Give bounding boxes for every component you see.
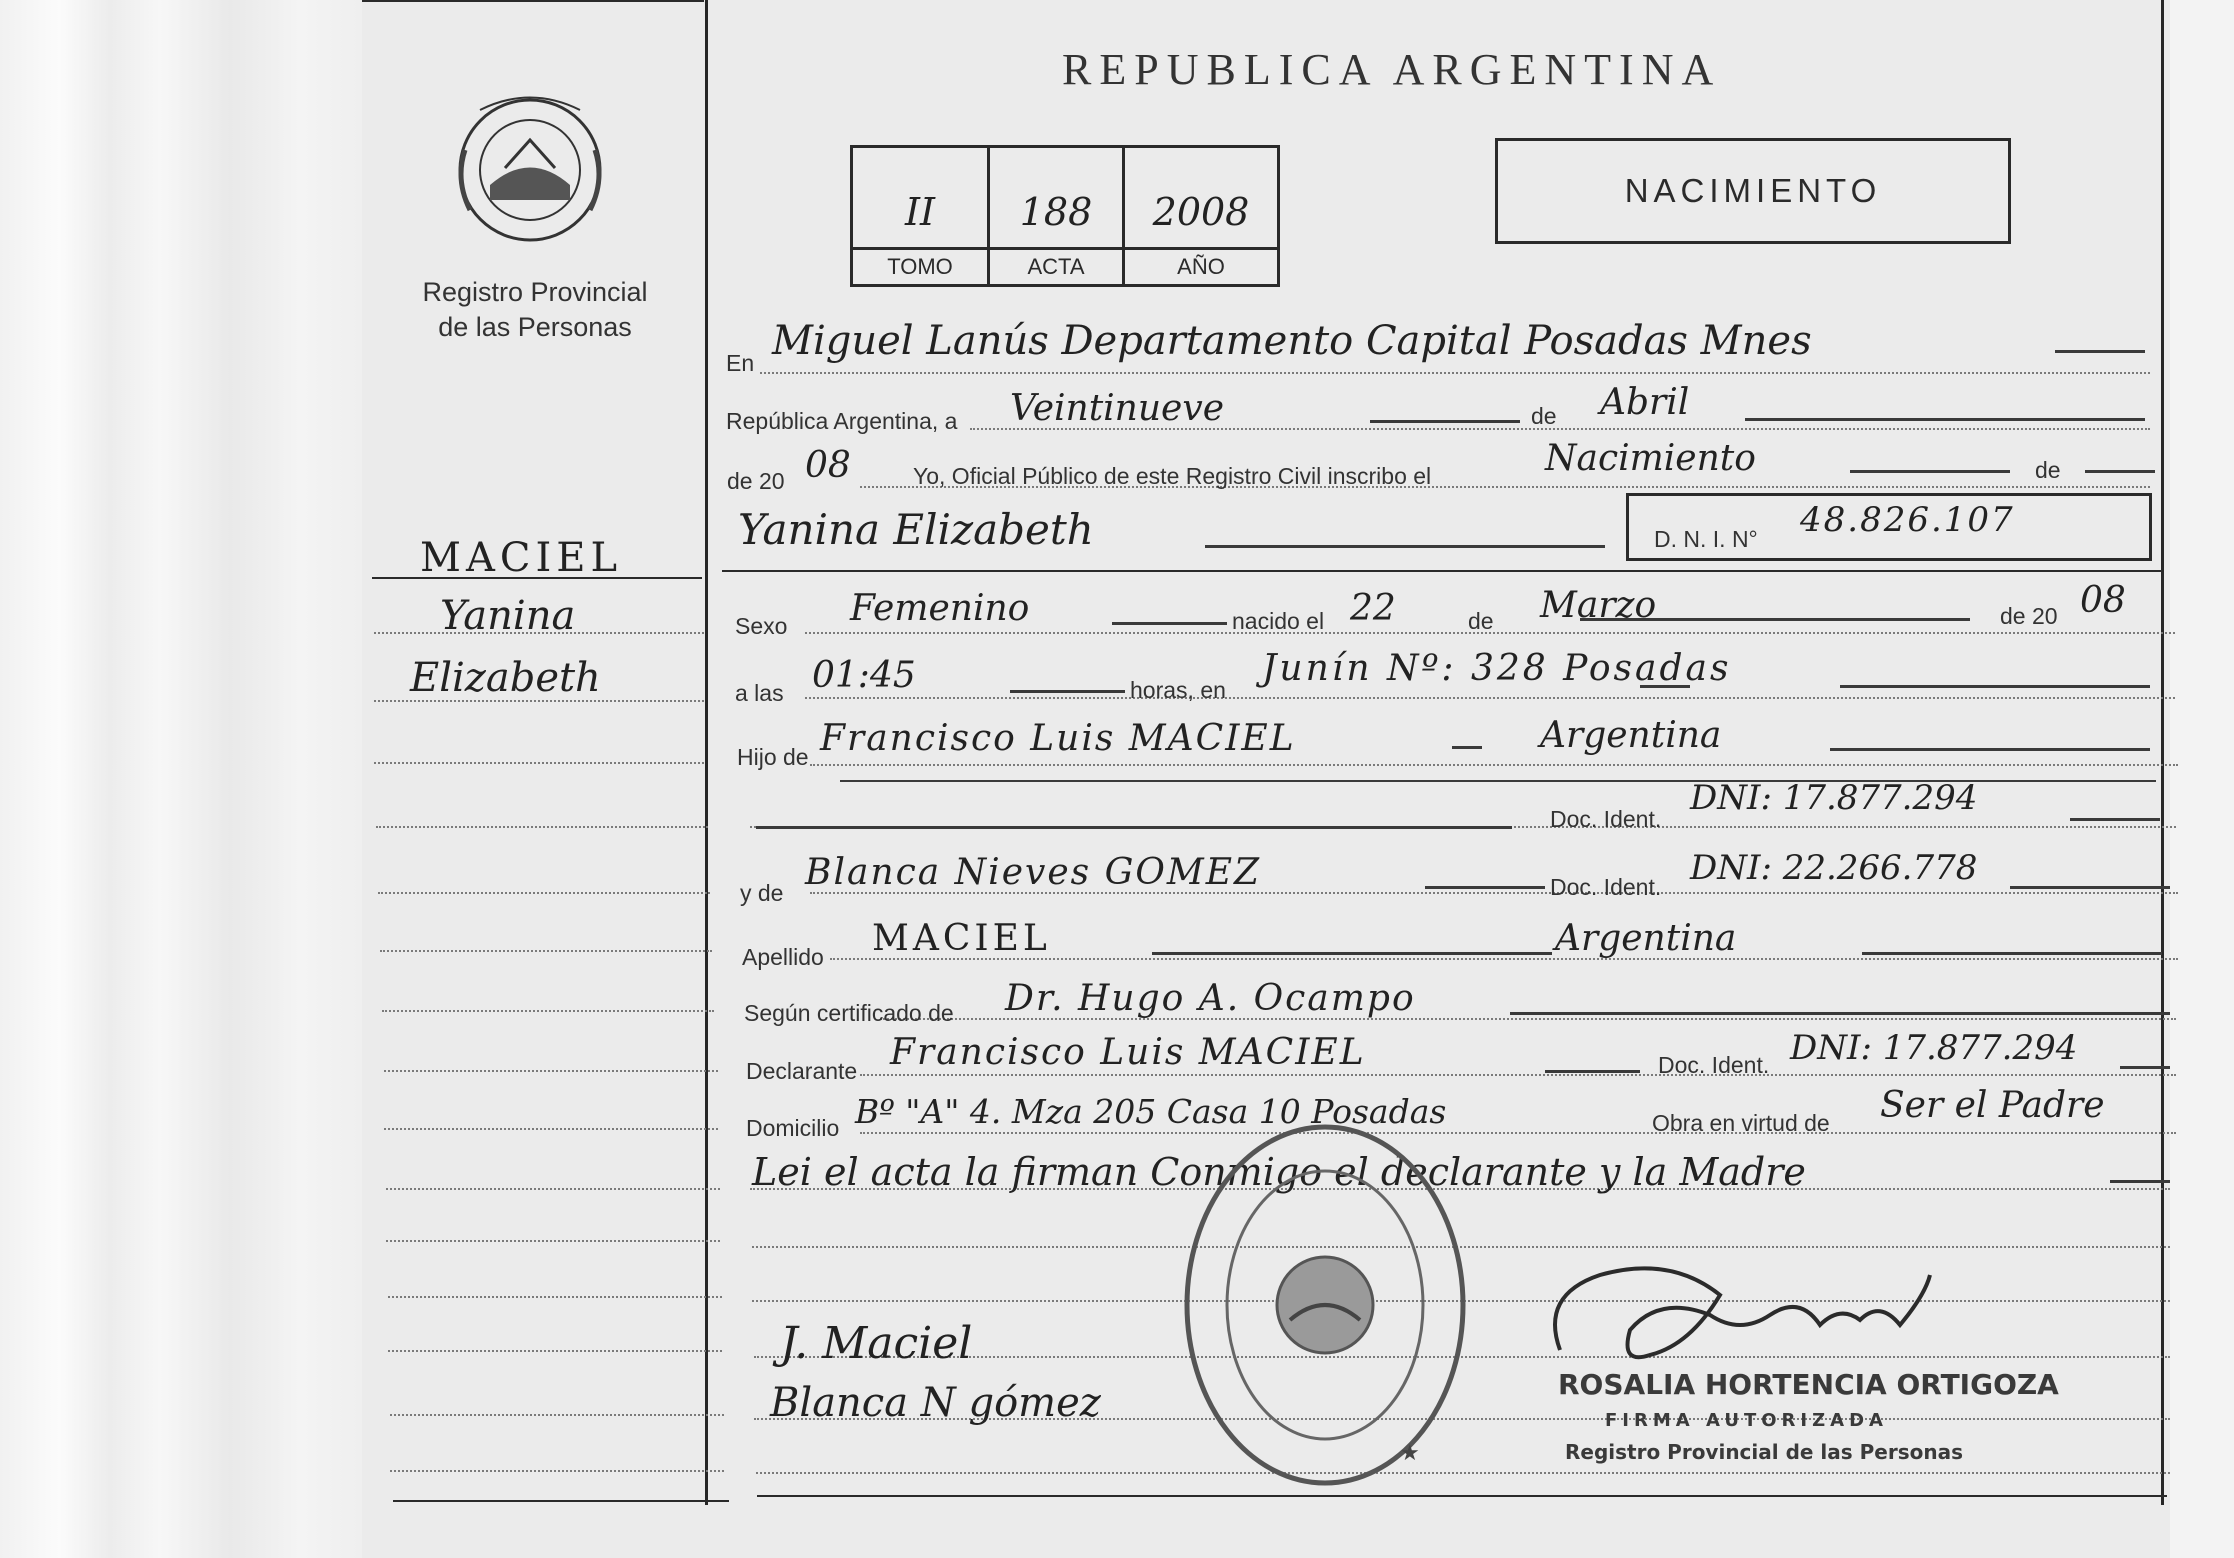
label-obra: Obra en virtud de [1652, 1110, 1830, 1136]
filler-dash [1862, 952, 2162, 955]
margin-line [374, 762, 704, 764]
lugar-nac-value: Junín Nº: 328 Posadas [1262, 648, 1732, 689]
country-title: REPUBLICA ARGENTINA [1062, 45, 1722, 94]
filler-dash [1370, 420, 1520, 423]
record-type-box: NACIMIENTO [1495, 138, 2011, 244]
acto-value: Nacimiento [1545, 438, 1756, 479]
form-line [760, 372, 2150, 374]
filler-dash [1112, 622, 1227, 625]
madre-value: Blanca Nieves GOMEZ [805, 852, 1261, 893]
filler-dash [1452, 746, 1482, 749]
mes-nac-value: Marzo [1540, 585, 1657, 626]
acta-value: 188 [1019, 190, 1093, 234]
margin-surname: MACIEL [420, 535, 623, 581]
filler-dash [2085, 470, 2155, 473]
label-domicilio: Domicilio [746, 1115, 840, 1141]
registry-line-1: Registro Provincial [422, 277, 648, 307]
margin-line [386, 1240, 720, 1242]
label-apellido: Apellido [742, 944, 824, 970]
hora-value: 01:45 [812, 655, 916, 696]
tomo-label: TOMO [887, 254, 953, 279]
filler-dash [1745, 418, 2145, 421]
declarante-value: Francisco Luis MACIEL [890, 1032, 1366, 1073]
right-page-edge [2161, 0, 2164, 1505]
margin-second-name: Elizabeth [410, 655, 601, 701]
tomo-cell [853, 148, 990, 284]
filler-dash [2110, 1180, 2170, 1183]
label-de-20-nac: de 20 [2000, 603, 2058, 629]
anio-nac-value: 08 [2080, 580, 2126, 621]
sexo-value: Femenino [850, 588, 1030, 629]
left-divider [705, 0, 708, 1505]
margin-line [388, 1350, 722, 1352]
official-org: Registro Provincial de las Personas [1565, 1440, 1964, 1464]
label-de-acto: de [2035, 457, 2061, 483]
filler-dash [1850, 470, 2010, 473]
filler-dash [756, 826, 1512, 829]
anio-cell [1125, 148, 1277, 284]
label-doc-padre: Doc. Ident. [1550, 806, 1662, 832]
label-sexo: Sexo [735, 613, 788, 639]
nombre-value: Yanina Elizabeth [738, 505, 1094, 554]
label-segun: Según certificado de [744, 1000, 954, 1026]
label-declarante: Declarante [746, 1058, 858, 1084]
declarante-doc-value: DNI: 17.877.294 [1790, 1028, 2078, 1068]
top-rule [362, 0, 704, 2]
filler-dash [1510, 1012, 2170, 1015]
certificado-value: Dr. Hugo A. Ocampo [1005, 978, 1416, 1019]
label-doc-madre: Doc. Ident. [1550, 874, 1662, 900]
form-line [860, 1074, 2176, 1076]
lugar-value: Miguel Lanús Departamento Capital Posadas Mnes [772, 318, 1812, 364]
padre-doc-value: DNI: 17.877.294 [1690, 778, 1978, 818]
filler-dash [2120, 1066, 2170, 1069]
label-dni: D. N. I. N° [1654, 526, 1758, 552]
madre-doc-value: DNI: 22.266.778 [1690, 848, 1978, 888]
official-name: ROSALIA HORTENCIA ORTIGOZA [1558, 1368, 2059, 1401]
margin-line [384, 1070, 718, 1072]
domicilio-value: Bº "A" 4. Mza 205 Casa 10 Posadas [855, 1092, 1447, 1131]
filler-dash [1830, 748, 2150, 751]
filler-dash [1545, 1070, 1640, 1073]
filler-dash [2010, 886, 2170, 889]
dni-value: 48.826.107 [1800, 500, 2015, 540]
bottom-rule-left [393, 1500, 729, 1502]
filler-dash [1010, 690, 1125, 693]
bottom-rule-right [757, 1495, 2167, 1497]
svg-text:★: ★ [1400, 1441, 1420, 1466]
record-number-box [850, 145, 1280, 287]
margin-first-name: Yanina [440, 593, 576, 639]
anio-value: 2008 [1152, 190, 1250, 234]
registry-name [390, 275, 680, 345]
margin-line [384, 1128, 718, 1130]
official-signature-icon [1540, 1255, 1960, 1385]
header-name-rule [722, 570, 2162, 572]
form-line [810, 764, 2178, 766]
label-inscribo: Yo, Oficial Público de este Registro Civil inscribo el [913, 463, 1432, 489]
label-y-de: y de [740, 880, 784, 906]
label-nacido: nacido el [1232, 608, 1325, 634]
form-line [805, 697, 2175, 699]
dia-nac-value: 22 [1350, 588, 1396, 629]
tomo-value: II [904, 190, 936, 234]
label-de-20: de 20 [727, 468, 785, 494]
label-a-las: a las [735, 680, 784, 706]
apellido-nac-value: Argentina [1555, 918, 1737, 959]
official-title: FIRMA AUTORIZADA [1605, 1410, 1888, 1431]
margin-line [378, 892, 710, 894]
label-republica: República Argentina, a [726, 408, 958, 434]
margin-line [388, 1296, 722, 1298]
label-doc-declarante: Doc. Ident. [1658, 1052, 1770, 1078]
label-horas: horas, en [1130, 677, 1226, 703]
label-de-mes-nac: de [1468, 608, 1494, 634]
label-en: En [726, 350, 755, 376]
padre-value: Francisco Luis MACIEL [820, 718, 1296, 759]
signature-mother: Blanca N gómez [770, 1380, 1101, 1426]
anio-label: AÑO [1177, 254, 1225, 279]
acta-cell [990, 148, 1125, 284]
mes-value: Abril [1600, 382, 1690, 423]
registry-line-2: de las Personas [438, 312, 632, 342]
margin-line [390, 1470, 724, 1472]
form-line [860, 1132, 2176, 1134]
label-de-mes: de [1531, 403, 1557, 429]
filler-dash [1425, 886, 1545, 889]
padre-nac-value: Argentina [1540, 715, 1722, 756]
filler-dash [1840, 685, 2150, 688]
margin-line [390, 1414, 724, 1416]
label-hijo: Hijo de [737, 744, 809, 770]
filler-dash [2055, 350, 2145, 353]
anio-value: 08 [805, 445, 851, 486]
dia-value: Veintinueve [1010, 388, 1224, 429]
margin-line [376, 826, 708, 828]
obra-value: Ser el Padre [1880, 1085, 2105, 1126]
filler-dash [1205, 545, 1605, 548]
official-seal-icon [1180, 1120, 1470, 1490]
margin-line [380, 950, 712, 952]
apellido-value: MACIEL [872, 918, 1051, 959]
margin-line [382, 1010, 714, 1012]
signature-father: J. Maciel [780, 1318, 973, 1369]
acta-label: ACTA [1027, 254, 1085, 279]
filler-dash [2070, 818, 2160, 821]
province-crest-icon [450, 90, 610, 250]
nota-value: Lei el acta la firman Conmigo el declarante y la Madre [752, 1150, 1806, 1194]
margin-line [386, 1188, 720, 1190]
filler-dash [1152, 952, 1552, 955]
